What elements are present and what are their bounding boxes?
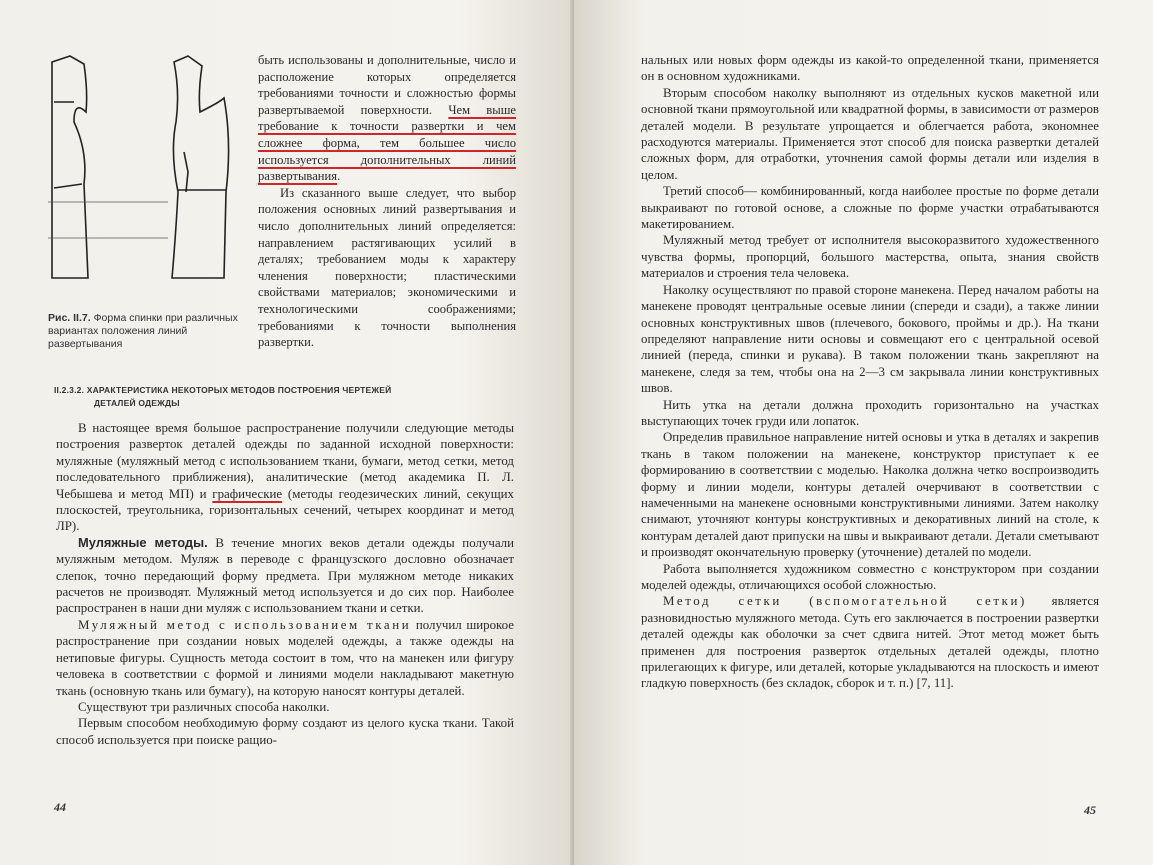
page-number-right: 45 [1084, 803, 1096, 817]
underlined-text: Чем выше требование к точности развертки и чем сложнее форма, тем большее число используется дополнительных линий развертывания [258, 102, 516, 184]
left-page [0, 0, 574, 865]
paragraph: Из сказанного выше следует, что выбор положения основных линий развертывания и число дополнительных линий определяется: направлением растягивающих усилий в деталях; требованием моды к характеру членения поверхности; пластическими свойствами материалов; экономическими и технологическими соображениями; требованиями к точности выполнения развертки. [258, 185, 516, 350]
underlined-text: графические [212, 486, 283, 501]
paragraph [56, 535, 514, 617]
pattern-piece-left [52, 56, 88, 278]
right-page [574, 0, 1153, 865]
text-span: (методы геодезических линий, секущих плоскостей, треугольника, горизонтальных сечений, четырех координат и метод ЛР). [56, 486, 514, 534]
figure-caption [48, 312, 254, 351]
paragraph [258, 52, 516, 185]
text-span: получил широкое распространение при создании новых моделей одежды, а также одежды на нетиповые фигуры. Сущность метода состоит в том, что на манекен или фигуру человека в соответствии с формой и линиями модели накладывают макетную ткань (основную ткань или бумагу), на которую наносят контуры деталей. [56, 617, 514, 698]
spaced-term: Метод сетки (вспомогательной сетки) [663, 594, 1027, 609]
figure-back-pattern [48, 52, 248, 284]
pattern-drawing [48, 52, 248, 284]
right-main-text-column [641, 52, 1099, 692]
paragraph: Нить утка на детали должна проходить горизонтально на участках выступающих точек груди или лопаток. [641, 397, 1099, 428]
text-span: является разновидностью муляжного метода. Суть его заключается в построении развертки деталей одежды как оболочки за счет сдвига нитей. Этот метод может быть применен для построения разверток отдельных деталей одежды, плотно прилегающих к фигуре, или деталей, которые укладываются на плоскость и имеют гладкую поверхность (без складок, сборок и т. п.) [7, 11]. [641, 594, 1100, 691]
paragraph: Муляжный метод требует от исполнителя высокоразвитого художественного чувства формы, пропорций, большого мастерства, опыта, знания свойств материалов и строения тела человека. [641, 233, 1099, 281]
text-span: быть использованы и дополнительные, число и расположение которых определяется требованиями точности и сложностью формы развертываемой поверхности. [258, 53, 516, 117]
pattern-piece-right [172, 56, 229, 278]
paragraph: Вторым способом наколку выполняют из отдельных кусков макетной или основной ткани прямоугольной или квадратной формы, в зависимости от размеров деталей модели. В результате упрощается и облегчается работа, экономнее расходуются материалы. Применяется этот способ для поиска развертки деталей сложных форм, для отработки, уточнения самой формы детали или изделия в целом. [641, 85, 1099, 182]
figure-caption-text: Форма спинки при различных вариантах положения линий развертывания [48, 312, 238, 350]
paragraph [56, 420, 514, 535]
page-number-left: 44 [54, 800, 66, 814]
text-span: В течение многих веков детали одежды получали муляжным методом. Муляж в переводе с французского дословно обозначает слепок, точно передающий форму предмета. При муляжном методе никаких расчетов не производят. Муляжный метод используется и до сих пор. Наиболее распространен в наши дни муляж с использованием ткани и сетки. [56, 535, 514, 616]
left-top-text-column [258, 52, 516, 351]
spaced-term: Муляжный метод с использованием ткани [78, 617, 412, 632]
text-span: . [337, 169, 341, 184]
left-main-text-column [56, 420, 514, 748]
figure-number: Рис. II.7. [48, 312, 91, 324]
paragraph: нальных или новых форм одежды из какой-то определенной ткани, применяется он в основном художниками. [641, 53, 1099, 84]
paragraph: Существуют три различных способа наколки. [78, 699, 330, 714]
paragraph: Первым способом необходимую форму создают из целого куска ткани. Такой способ используется при поиске ращио- [56, 716, 514, 747]
paragraph [641, 593, 1099, 691]
bold-term: Муляжные методы. [78, 534, 208, 550]
section-heading-line: II.2.3.2. ХАРАКТЕРИСТИКА НЕКОТОРЫХ МЕТОДОВ ПОСТРОЕНИЯ ЧЕРТЕЖЕЙ [54, 385, 392, 395]
text-span: В настоящее время большое распространение получили следующие методы построения разверток деталей одежды по заданной исходной поверхности: муляжные (муляжный метод с использованием ткани, бумаги, метод сетки, метод последовательного приближения), аналитические (метод академика П. Л. Чебышева и метод МП) и [56, 421, 514, 501]
paragraph: Определив правильное направление нитей основы и утка в деталях и закрепив ткань в таком положении на манекене, конструктор приступает к ее формированию в соответствии с моделью. Наколка должна четко воспроизводить форму и линии модели, контуры деталей очерчивают в соответствии с намеченными на манекене основными конструктивными линиями. Затем наколку снимают, уточняют контуры конструктивных и декоративных линий на столе, к контурам деталей дают припуски на швы и выкраивают детали. Детали сметывают и производят окончательную проверку (уточнение) деталей по модели. [641, 430, 1099, 560]
section-heading-line: ДЕТАЛЕЙ ОДЕЖДЫ [94, 398, 180, 408]
paragraph: Работа выполняется художником совместно с конструктором при создании моделей одежды, отличающихся особой сложностью. [641, 561, 1099, 592]
section-heading [54, 384, 414, 410]
paragraph [56, 617, 514, 699]
paragraph: Третий способ— комбинированный, когда наиболее простые по форме детали выкраивают по готовой основе, а сложные по форме участки отрабатываются макетированием. [641, 184, 1099, 232]
paragraph: Наколку осуществляют по правой стороне манекена. Перед началом работы на манекене проводят центральные осевые линии (спереди и сзади), а также линии основных конструктивных швов (плечевого, бокового, проймы и др.). На ткани определяют направление нити основы и совмещают его с центральной осевой линией (переда, спинки и рукава). В таком положении ткань закрепляют на манекене, следя за тем, чтобы она на 2—3 см закрывала линии конструктивных швов. [641, 282, 1099, 396]
